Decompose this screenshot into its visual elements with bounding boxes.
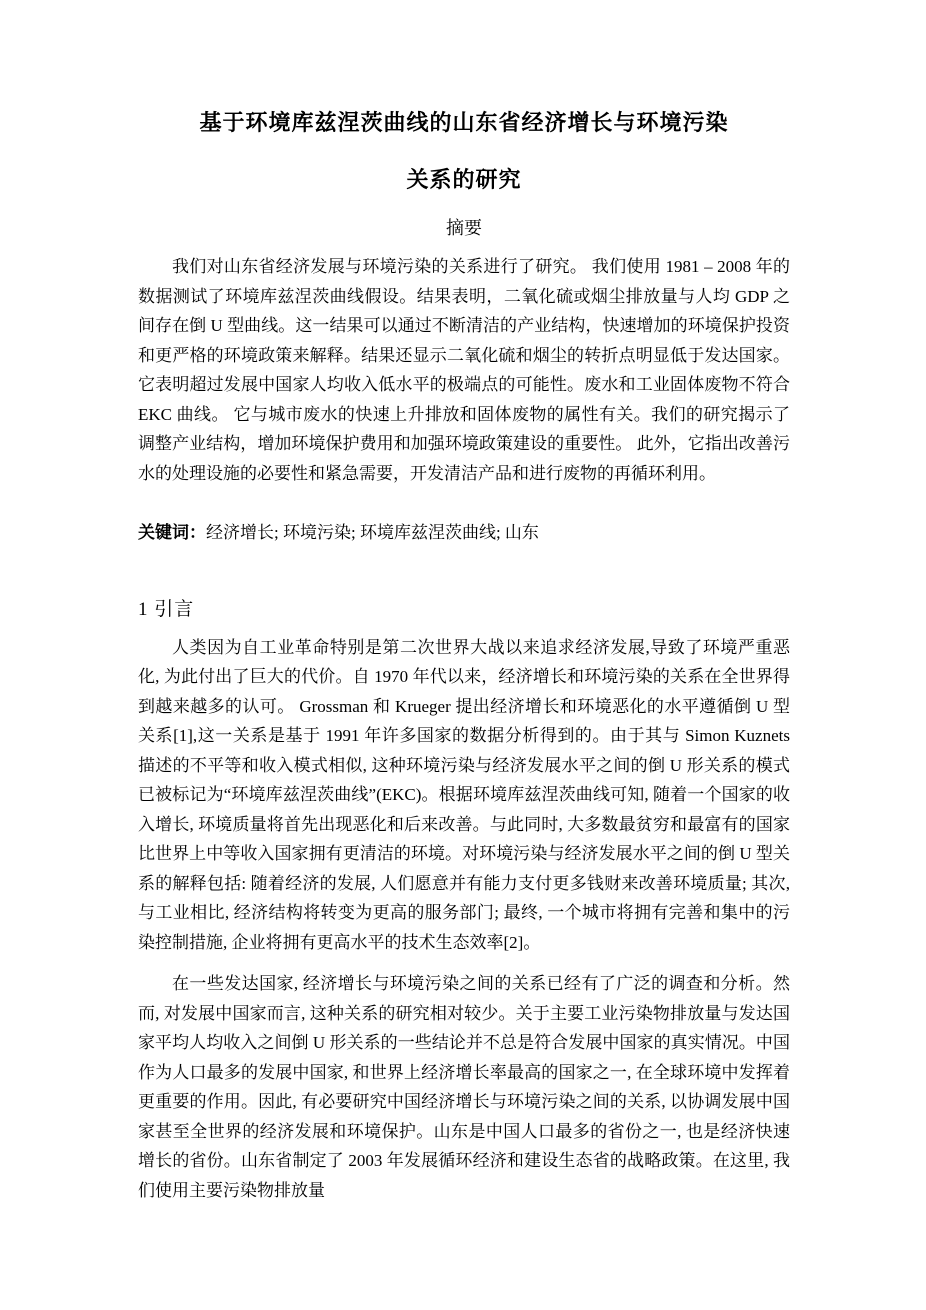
paper-title — [138, 106, 790, 196]
keywords-label: 关键词： — [138, 523, 206, 542]
abstract-heading: 摘要 — [446, 218, 482, 238]
paper-title-line2: 关系的研究 — [406, 167, 522, 192]
intro-paragraph-2: 在一些发达国家, 经济增长与环境污染之间的关系已经有了广泛的调查和分析。然而, 对发展中国家而言, 这种关系的研究相对较少。关于主要工业污染物排放量与发达国家平均人均收入之间倒 U 形关系的一些结论并不总是符合发展中国家的真实情况。中国作为人口最多的发展中国家, 和世界上经济增长率最高的国家之一, 在全球环境中发挥着更重要的作用。因此, 有必要研究中国经济增长与环境污染之间的关系, 以协调发展中国家甚至全世界的经济发展和环境保护。山东是中国人口最多的省份之一, 也是经济快速增长的省份。山东省制定了 2003 年发展循环经济和建设生态省的战略政策。在这里, 我们使用主要污染物排放量 — [138, 974, 790, 1200]
paper-title-line1: 基于环境库兹涅茨曲线的山东省经济增长与环境污染 — [199, 110, 729, 135]
section-1-heading: 1 引言 — [138, 598, 195, 620]
keywords-line — [138, 518, 790, 548]
intro-paragraph-1: 人类因为自工业革命特别是第二次世界大战以来追求经济发展,导致了环境严重恶化, 为此付出了巨大的代价。自 1970 年代以来，经济增长和环境污染的关系在全世界得到越来越多的认可。 Grossman 和 Krueger 提出经济增长和环境恶化的水平遵循倒 U 型关系[1],这一关系是基于 1991 年许多国家的数据分析得到的。由于其与 Simon Kuznets 描述的不平等和收入模式相似, 这种环境污染与经济发展水平之间的倒 U 形关系的模式已被标记为“环境库兹涅茨曲线”(EKC)。根据环境库兹涅茨曲线可知, 随着一个国家的收入增长, 环境质量将首先出现恶化和后来改善。与此同时, 大多数最贫穷和最富有的国家比世界上中等收入国家拥有更清洁的环境。对环境污染与经济发展水平之间的倒 U 型关系的解释包括: 随着经济的发展, 人们愿意并有能力支付更多钱财来改善环境质量; 其次, 与工业相比, 经济结构将转变为更高的服务部门; 最终, 一个城市将拥有完善和集中的污染控制措施, 企业将拥有更高水平的技术生态效率[2]。 — [138, 637, 790, 952]
abstract-text: 我们对山东省经济发展与环境污染的关系进行了研究。 我们使用 1981 – 2008 年的数据测试了环境库兹涅茨曲线假设。结果表明，二氧化硫或烟尘排放量与人均 GDP 之间存在倒 U 型曲线。这一结果可以通过不断清洁的产业结构，快速增加的环境保护投资和更严格的环境政策来解释。结果还显示二氧化硫和烟尘的转折点明显低于发达国家。它表明超过发展中国家人均收入低水平的极端点的可能性。废水和工业固体废物不符合 EKC 曲线。 它与城市废水的快速上升排放和固体废物的属性有关。我们的研究揭示了调整产业结构，增加环境保护费用和加强环境政策建设的重要性。 此外，它指出改善污水的处理设施的必要性和紧急需要，开发清洁产品和进行废物的再循环利用。 — [138, 257, 790, 483]
keywords-text: 经济增长; 环境污染; 环境库兹涅茨曲线; 山东 — [206, 523, 539, 542]
